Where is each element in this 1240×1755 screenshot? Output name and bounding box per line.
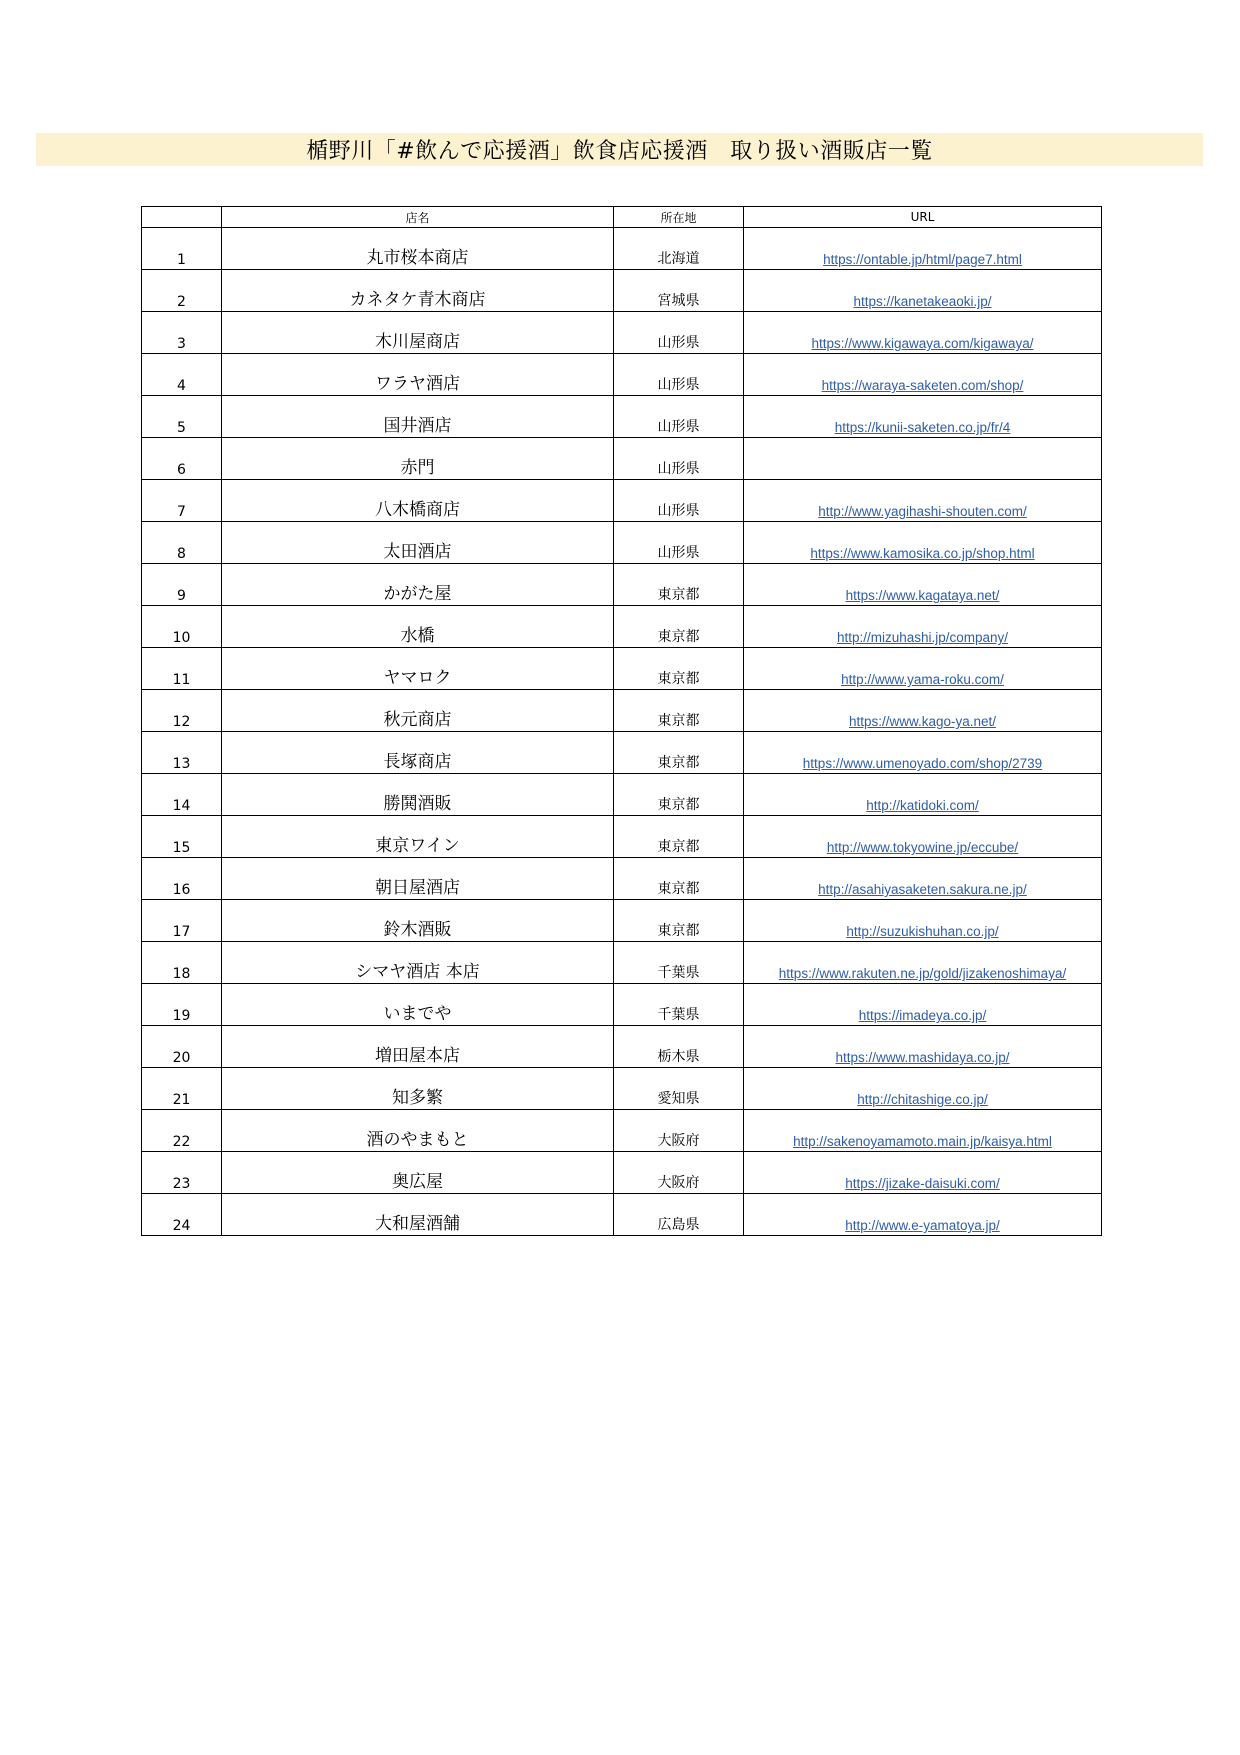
- shop-name: いまでや: [222, 984, 614, 1026]
- row-number: 9: [142, 564, 222, 606]
- shop-url-link[interactable]: https://kunii-saketen.co.jp/fr/4: [834, 420, 1011, 435]
- shop-location: 山形県: [614, 480, 744, 522]
- shop-url-cell: [744, 690, 1102, 732]
- shop-name: ワラヤ酒店: [222, 354, 614, 396]
- row-number: 18: [142, 942, 222, 984]
- shop-url-cell: [744, 228, 1102, 270]
- shop-location: 東京都: [614, 564, 744, 606]
- shop-url-cell: [744, 438, 1102, 480]
- shop-name: 増田屋本店: [222, 1026, 614, 1068]
- row-number: 7: [142, 480, 222, 522]
- row-number: 12: [142, 690, 222, 732]
- row-number: 6: [142, 438, 222, 480]
- shop-location: 大阪府: [614, 1110, 744, 1152]
- header-location: 所在地: [614, 207, 744, 228]
- shop-url-cell: [744, 900, 1102, 942]
- row-number: 16: [142, 858, 222, 900]
- row-number: 8: [142, 522, 222, 564]
- shop-url-link[interactable]: https://www.umenoyado.com/shop/2739: [802, 756, 1043, 771]
- table-row: [142, 858, 1102, 900]
- shop-name: 水橋: [222, 606, 614, 648]
- row-number: 2: [142, 270, 222, 312]
- shop-url-cell: [744, 984, 1102, 1026]
- table-row: [142, 438, 1102, 480]
- shop-url-link[interactable]: http://chitashige.co.jp/: [857, 1092, 988, 1107]
- row-number: 19: [142, 984, 222, 1026]
- shop-name: 丸市桜本商店: [222, 228, 614, 270]
- shop-name: 国井酒店: [222, 396, 614, 438]
- row-number: 21: [142, 1068, 222, 1110]
- shop-url-cell: [744, 1194, 1102, 1236]
- shop-url-link[interactable]: https://waraya-saketen.com/shop/: [821, 378, 1024, 393]
- table-row: [142, 900, 1102, 942]
- table-row: [142, 480, 1102, 522]
- shop-location: 北海道: [614, 228, 744, 270]
- shop-url-link[interactable]: http://www.yama-roku.com/: [841, 672, 1004, 687]
- shop-table: [141, 206, 1102, 1236]
- shop-url-link[interactable]: https://jizake-daisuki.com/: [845, 1176, 1000, 1191]
- table-row: [142, 1068, 1102, 1110]
- row-number: 1: [142, 228, 222, 270]
- shop-url-link[interactable]: http://suzukishuhan.co.jp/: [846, 924, 999, 939]
- shop-name: シマヤ酒店 本店: [222, 942, 614, 984]
- header-number: [142, 207, 222, 228]
- table-row: [142, 774, 1102, 816]
- shop-name: 鈴木酒販: [222, 900, 614, 942]
- shop-location: 千葉県: [614, 942, 744, 984]
- table-row: [142, 1026, 1102, 1068]
- table-body: [142, 228, 1102, 1236]
- shop-url-cell: [744, 774, 1102, 816]
- row-number: 24: [142, 1194, 222, 1236]
- table-header-row: [142, 207, 1102, 228]
- shop-url-cell: [744, 858, 1102, 900]
- shop-url-link[interactable]: https://imadeya.co.jp/: [858, 1008, 987, 1023]
- table-row: [142, 1152, 1102, 1194]
- shop-name: 赤門: [222, 438, 614, 480]
- shop-location: 東京都: [614, 858, 744, 900]
- shop-url-link[interactable]: https://ontable.jp/html/page7.html: [823, 252, 1022, 267]
- shop-url-cell: [744, 816, 1102, 858]
- shop-url-cell: [744, 1152, 1102, 1194]
- shop-url-cell: [744, 354, 1102, 396]
- shop-url-link[interactable]: http://sakenoyamamoto.main.jp/kaisya.html: [793, 1134, 1052, 1149]
- shop-url-link[interactable]: https://www.rakuten.ne.jp/gold/jizakenoshimaya/: [778, 966, 1067, 981]
- shop-url-cell: [744, 564, 1102, 606]
- shop-name: 奥広屋: [222, 1152, 614, 1194]
- shop-name: 木川屋商店: [222, 312, 614, 354]
- row-number: 5: [142, 396, 222, 438]
- row-number: 10: [142, 606, 222, 648]
- shop-url-cell: [744, 396, 1102, 438]
- shop-url-link[interactable]: https://kanetakeaoki.jp/: [853, 294, 992, 309]
- row-number: 23: [142, 1152, 222, 1194]
- shop-url-link[interactable]: https://www.kigawaya.com/kigawaya/: [811, 336, 1034, 351]
- shop-url-link[interactable]: https://www.kagataya.net/: [845, 588, 1000, 603]
- shop-url-link[interactable]: http://mizuhashi.jp/company/: [836, 630, 1009, 645]
- shop-location: 栃木県: [614, 1026, 744, 1068]
- shop-url-link[interactable]: https://www.kamosika.co.jp/shop.html: [810, 546, 1035, 561]
- table-row: [142, 942, 1102, 984]
- shop-url-cell: [744, 522, 1102, 564]
- shop-url-link[interactable]: http://www.tokyowine.jp/eccube/: [826, 840, 1019, 855]
- shop-location: 宮城県: [614, 270, 744, 312]
- shop-name: 大和屋酒舗: [222, 1194, 614, 1236]
- row-number: 17: [142, 900, 222, 942]
- header-shop-name: 店名: [222, 207, 614, 228]
- shop-url-cell: [744, 606, 1102, 648]
- row-number: 13: [142, 732, 222, 774]
- table-row: [142, 354, 1102, 396]
- shop-name: かがた屋: [222, 564, 614, 606]
- shop-name: 勝鬨酒販: [222, 774, 614, 816]
- shop-url-cell: [744, 312, 1102, 354]
- shop-url-link[interactable]: http://www.yagihashi-shouten.com/: [818, 504, 1027, 519]
- table-row: [142, 522, 1102, 564]
- shop-location: 山形県: [614, 522, 744, 564]
- shop-location: 東京都: [614, 900, 744, 942]
- shop-location: 千葉県: [614, 984, 744, 1026]
- shop-location: 山形県: [614, 438, 744, 480]
- table-row: [142, 606, 1102, 648]
- table-row: [142, 984, 1102, 1026]
- row-number: 20: [142, 1026, 222, 1068]
- shop-url-cell: [744, 942, 1102, 984]
- table-row: [142, 648, 1102, 690]
- title-banner: [36, 133, 1203, 166]
- table-row: [142, 270, 1102, 312]
- table-row: [142, 564, 1102, 606]
- shop-name: 秋元商店: [222, 690, 614, 732]
- shop-name: 酒のやまもと: [222, 1110, 614, 1152]
- shop-name: ヤマロク: [222, 648, 614, 690]
- table-row: [142, 732, 1102, 774]
- table-row: [142, 816, 1102, 858]
- table-row: [142, 228, 1102, 270]
- shop-url-cell: [744, 1110, 1102, 1152]
- shop-location: 愛知県: [614, 1068, 744, 1110]
- shop-location: 大阪府: [614, 1152, 744, 1194]
- table-row: [142, 1110, 1102, 1152]
- shop-name: 朝日屋酒店: [222, 858, 614, 900]
- shop-location: 山形県: [614, 354, 744, 396]
- shop-url-cell: [744, 480, 1102, 522]
- shop-url-cell: [744, 732, 1102, 774]
- shop-name: 東京ワイン: [222, 816, 614, 858]
- shop-location: 東京都: [614, 690, 744, 732]
- row-number: 11: [142, 648, 222, 690]
- table-row: [142, 312, 1102, 354]
- shop-name: 太田酒店: [222, 522, 614, 564]
- shop-url-cell: [744, 270, 1102, 312]
- shop-location: 東京都: [614, 606, 744, 648]
- shop-name: 八木橋商店: [222, 480, 614, 522]
- shop-location: 山形県: [614, 312, 744, 354]
- row-number: 22: [142, 1110, 222, 1152]
- table-row: [142, 690, 1102, 732]
- table-row: [142, 396, 1102, 438]
- shop-location: 東京都: [614, 816, 744, 858]
- header-url: URL: [744, 207, 1102, 228]
- shop-location: 広島県: [614, 1194, 744, 1236]
- row-number: 3: [142, 312, 222, 354]
- shop-name: カネタケ青木商店: [222, 270, 614, 312]
- shop-url-link[interactable]: https://www.mashidaya.co.jp/: [835, 1050, 1010, 1065]
- shop-url-cell: [744, 1026, 1102, 1068]
- shop-location: 山形県: [614, 396, 744, 438]
- shop-url-cell: [744, 648, 1102, 690]
- shop-location: 東京都: [614, 648, 744, 690]
- shop-location: 東京都: [614, 774, 744, 816]
- shop-url-link[interactable]: https://www.kago-ya.net/: [848, 714, 997, 729]
- shop-name: 知多繁: [222, 1068, 614, 1110]
- table-row: [142, 1194, 1102, 1236]
- shop-url-link[interactable]: http://katidoki.com/: [866, 798, 979, 813]
- row-number: 4: [142, 354, 222, 396]
- shop-name: 長塚商店: [222, 732, 614, 774]
- shop-url-cell: [744, 1068, 1102, 1110]
- row-number: 14: [142, 774, 222, 816]
- row-number: 15: [142, 816, 222, 858]
- shop-location: 東京都: [614, 732, 744, 774]
- page-title: 楯野川「#飲んで応援酒」飲食店応援酒 取り扱い酒販店一覧: [306, 139, 933, 164]
- shop-url-link[interactable]: http://www.e-yamatoya.jp/: [845, 1218, 1000, 1233]
- shop-url-link[interactable]: http://asahiyasaketen.sakura.ne.jp/: [818, 882, 1027, 897]
